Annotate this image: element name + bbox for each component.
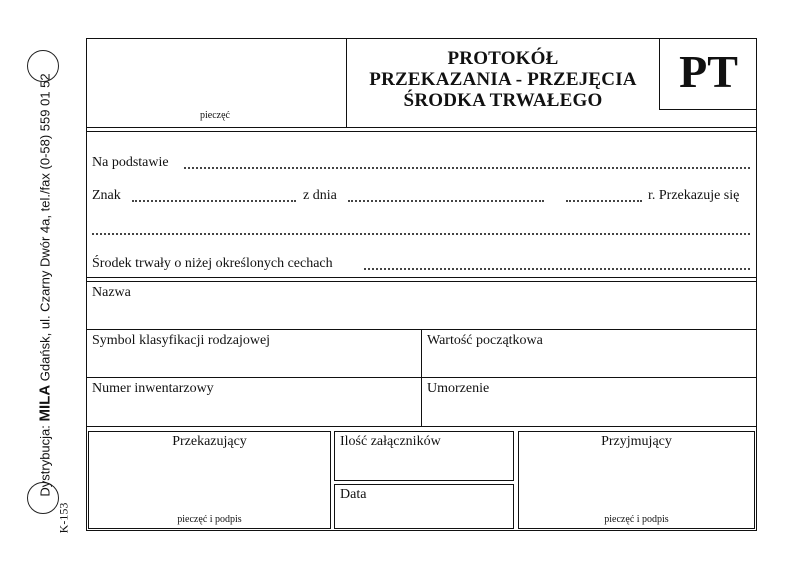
srodek-field[interactable] (364, 268, 750, 270)
z-dnia-label: z dnia (303, 188, 337, 203)
przekazujacy-label: Przekazujący (172, 434, 247, 449)
numer-label: Numer inwentarzowy (92, 381, 214, 396)
przyjmujacy-label: Przyjmujący (601, 434, 672, 449)
stamp-sign-right-label: pieczęć i podpis (604, 514, 669, 525)
document-title (347, 48, 659, 111)
form-code: K-153 (56, 502, 71, 534)
row-divider-2 (86, 377, 757, 378)
stamp-label: pieczęć (200, 110, 230, 121)
na-podstawie-label: Na podstawie (92, 155, 169, 170)
na-podstawie-field[interactable] (184, 167, 750, 169)
section-divider (86, 277, 757, 278)
distributor-address: Gdańsk, ul. Czarny Dwór 4a, tel./fax (0-58) 559 01 52 (37, 73, 53, 382)
znak-field[interactable] (132, 200, 296, 202)
umorzenie-label: Umorzenie (427, 381, 490, 396)
przekazuje-label: r. Przekazuje się (648, 188, 740, 203)
wartosc-label: Wartość początkowa (427, 333, 543, 348)
z-dnia-field[interactable] (348, 200, 544, 202)
header-bottom-inner (86, 131, 757, 132)
srodek-label: Środek trwały o niżej określonych cechach (92, 256, 333, 271)
continuation-field[interactable] (92, 233, 750, 235)
znak-label: Znak (92, 188, 121, 203)
section-divider-inner (86, 281, 757, 282)
title-line-3: ŚRODKA TRWAŁEGO (403, 90, 603, 111)
data-label: Data (340, 487, 367, 502)
header-bottom (86, 127, 757, 128)
distribution-prefix: Dystrybucja: (37, 425, 53, 497)
ilosc-label: Ilość załączników (340, 434, 441, 449)
form-badge: PT (679, 46, 738, 97)
distributor-info (37, 73, 54, 496)
badge-bottom (659, 109, 757, 110)
brand-name: MILA (36, 384, 54, 422)
nazwa-label: Nazwa (92, 285, 131, 300)
row-divider-3 (86, 426, 757, 427)
title-line-2: PRZEKAZANIA - PRZEJĘCIA (369, 69, 637, 90)
stamp-sign-left-label: pieczęć i podpis (177, 514, 242, 525)
year-field[interactable] (566, 200, 642, 202)
symbol-label: Symbol klasyfikacji rodzajowej (92, 333, 271, 348)
title-line-1: PROTOKÓŁ (447, 48, 559, 69)
